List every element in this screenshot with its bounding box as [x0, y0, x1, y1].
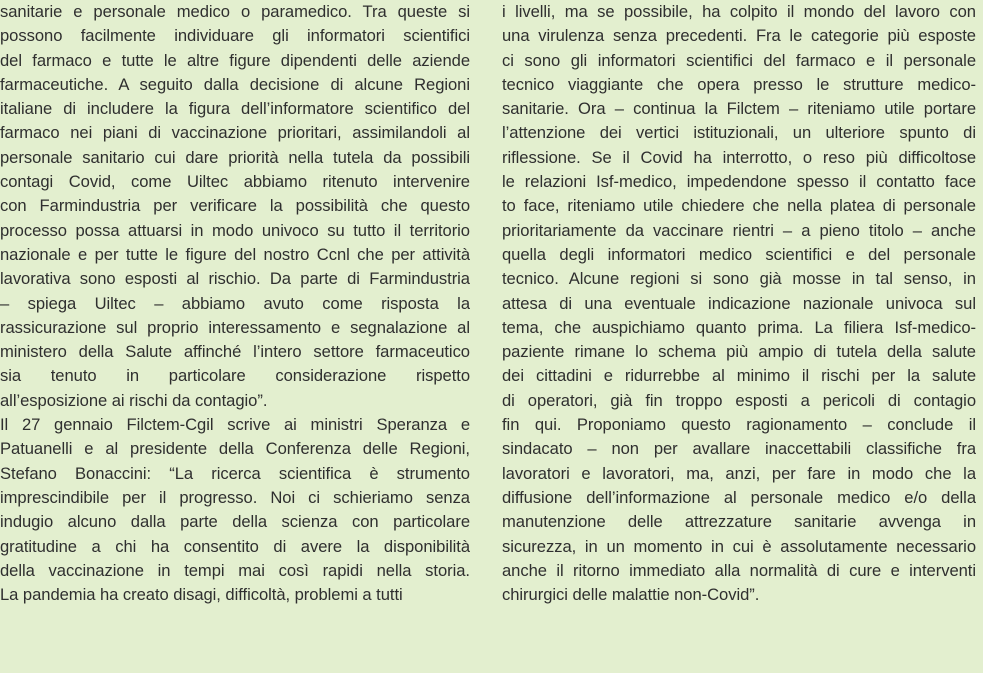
- text-line: rassicurazione sul proprio interessamento e segnalazione al: [0, 317, 470, 337]
- text-line: di operatori, già fin troppo esposti a pericoli di contagio: [502, 390, 976, 410]
- text-line: manutenzione delle attrezzature sanitarie avvenga in: [502, 512, 976, 532]
- text-line: Stefano Bonaccini: “La ricerca scientifica è strumento: [0, 463, 470, 483]
- text-line: sicurezza, in un momento in cui è assolutamente necessario: [502, 536, 976, 556]
- text-line: all’esposizione ai rischi da contagio”.: [0, 390, 268, 410]
- text-line: – spiega Uiltec – abbiamo avuto come risposta la: [0, 293, 470, 313]
- text-line: attesa di una eventuale indicazione nazionale univoca sul: [502, 293, 976, 313]
- text-line: una virulenza senza precedenti. Fra le categorie più esposte: [502, 26, 976, 46]
- text-line: le relazioni Isf-medico, impedendone spesso il contatto face: [502, 172, 976, 192]
- article-column-left: [0, 0, 470, 607]
- text-line: processo possa attuarsi in modo univoco su tutto il territorio: [0, 220, 470, 240]
- text-line: del farmaco e tutte le altre figure dipendenti delle aziende: [0, 50, 470, 70]
- text-line: La pandemia ha creato disagi, difficoltà, problemi a tutti: [0, 585, 403, 605]
- article-column-right: [502, 0, 976, 607]
- text-line: possono facilmente individuare gli informatori scientifici: [0, 26, 470, 46]
- text-line: dei cittadini e ridurrebbe al minimo il rischi per la salute: [502, 366, 976, 386]
- text-line: farmaco nei piani di vaccinazione prioritari, assimilandoli al: [0, 123, 470, 143]
- text-line: i livelli, ma se possibile, ha colpito il mondo del lavoro con: [502, 2, 976, 21]
- text-line: tecnico viaggiante che opera presso le strutture medico-: [502, 74, 976, 94]
- text-line: con Farmindustria per verificare la possibilità che questo: [0, 196, 470, 216]
- text-line: farmaceutiche. A seguito dalla decisione di alcune Regioni: [0, 74, 470, 94]
- text-line: italiane di includere la figura dell’informatore scientifico del: [0, 99, 470, 119]
- text-line: quella degli informatori medico scientifici e del personale: [502, 244, 976, 264]
- text-line: sanitarie e personale medico o paramedico. Tra queste si: [0, 2, 470, 21]
- text-line: ci sono gli informatori scientifici del farmaco e il personale: [502, 50, 976, 70]
- text-line: to face, riteniamo utile chiedere che nella platea di personale: [502, 196, 976, 216]
- text-line: paziente rimane lo schema più ampio di tutela della salute: [502, 342, 976, 362]
- text-line: ministero della Salute affinché l’intero settore farmaceutico: [0, 342, 470, 362]
- text-line: sia tenuto in particolare considerazione rispetto: [0, 366, 470, 386]
- text-line: contagi Covid, come Uiltec abbiamo ritenuto intervenire: [0, 172, 470, 192]
- text-line: Patuanelli e al presidente della Conferenza delle Regioni,: [0, 439, 470, 459]
- text-line: della vaccinazione in tempi mai così rapidi nella storia.: [0, 560, 470, 580]
- text-line: nazionale e per tutte le figure del nostro Ccnl che per attività: [0, 244, 470, 264]
- text-line: sanitarie. Ora – continua la Filctem – riteniamo utile portare: [502, 99, 976, 119]
- text-line: sindacato – non per avallare inaccettabili classifiche fra: [502, 439, 976, 459]
- text-line: lavoratori e lavoratori, ma, anzi, per fare in modo che la: [502, 463, 976, 483]
- text-line: diffusione dell’informazione al personale medico e/o della: [502, 487, 976, 507]
- text-line: imprescindibile per il progresso. Noi ci schieriamo senza: [0, 487, 470, 507]
- text-line: riflessione. Se il Covid ha interrotto, o reso più difficoltose: [502, 147, 976, 167]
- text-line: prioritariamente da vaccinare rientri – a pieno titolo – anche: [502, 220, 976, 240]
- text-line: Il 27 gennaio Filctem-Cgil scrive ai ministri Speranza e: [0, 415, 470, 435]
- text-line: chirurgici delle malattie non-Covid”.: [502, 585, 760, 605]
- text-line: gratitudine a chi ha consentito di avere la disponibilità: [0, 536, 470, 556]
- text-line: l’attenzione dei vertici istituzionali, un ulteriore spunto di: [502, 123, 976, 143]
- text-line: fin qui. Proponiamo questo ragionamento – conclude il: [502, 415, 976, 435]
- text-line: personale sanitario cui dare priorità nella tutela da possibili: [0, 147, 470, 167]
- text-line: anche il ritorno immediato alla normalità di cure e interventi: [502, 560, 976, 580]
- text-line: lavorativa sono esposti al rischio. Da parte di Farmindustria: [0, 269, 470, 289]
- text-line: indugio alcuno dalla parte della scienza con particolare: [0, 512, 470, 532]
- text-line: tecnico. Alcune regioni si sono già mosse in tal senso, in: [502, 269, 976, 289]
- text-line: tema, che auspichiamo quanto prima. La filiera Isf-medico-: [502, 317, 976, 337]
